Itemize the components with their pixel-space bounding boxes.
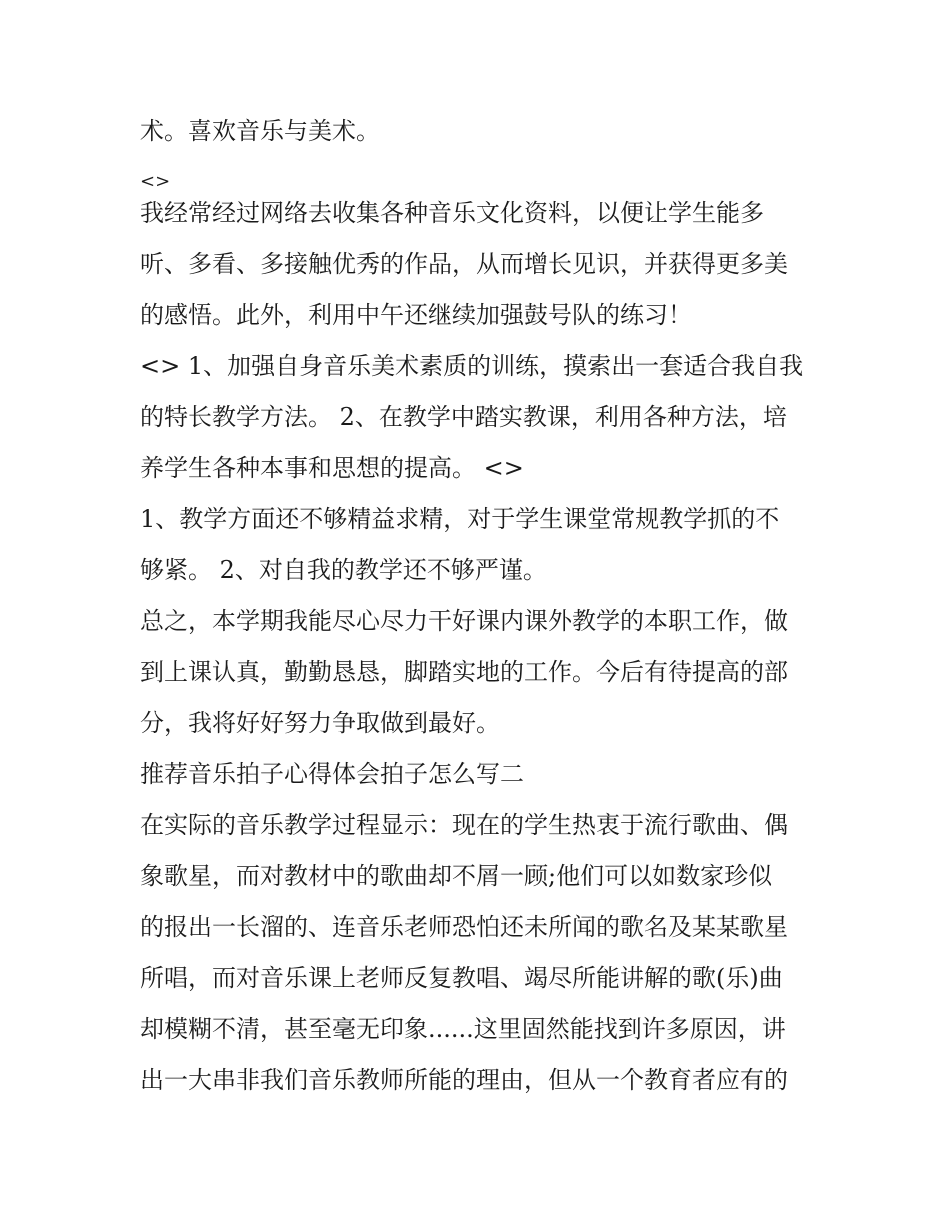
text-line: <> [140,171,171,192]
text-line: <> 1、加强自身音乐美术素质的训练，摸索出一套适合我自我 [140,352,804,380]
text-line: 的报出一长溜的、连音乐老师恐怕还未所闻的歌名及某某歌星 [140,913,788,941]
text-line: 我经常经过网络去收集各种音乐文化资料，以便让学生能多 [140,199,764,227]
text-line: 总之，本学期我能尽心尽力干好课内课外教学的本职工作，做 [140,607,788,635]
text-line: 却模糊不清，甚至毫无印象......这里固然能找到许多原因，讲 [140,1015,786,1043]
text-line: 出一大串非我们音乐教师所能的理由，但从一个教育者应有的 [140,1066,788,1094]
text-line: 的感悟。此外，利用中午还继续加强鼓号队的练习！ [140,301,692,329]
text-line: 术。喜欢音乐与美术。 [140,117,380,145]
document-body [140,109,820,1109]
text-line: 象歌星，而对教材中的歌曲却不屑一顾;他们可以如数家珍似 [140,862,773,890]
section-heading: 推荐音乐拍子心得体会拍子怎么写二 [140,760,524,788]
text-line: 够紧。 2、对自我的教学还不够严谨。 [140,556,547,584]
text-line: 养学生各种本事和思想的提高。 <> [140,454,524,482]
text-line: 分，我将好好努力争取做到最好。 [140,709,500,737]
text-line: 1、教学方面还不够精益求精，对于学生课堂常规教学抓的不 [140,505,780,533]
text-line: 到上课认真，勤勤恳恳，脚踏实地的工作。今后有待提高的部 [140,658,788,686]
text-line: 所唱，而对音乐课上老师反复教唱、竭尽所能讲解的歌(乐)曲 [140,964,783,992]
text-line: 听、多看、多接触优秀的作品，从而增长见识，并获得更多美 [140,250,788,278]
text-line: 在实际的音乐教学过程显示：现在的学生热衷于流行歌曲、偶 [140,811,788,839]
text-line: 的特长教学方法。 2、在教学中踏实教课，利用各种方法，培 [140,403,787,431]
